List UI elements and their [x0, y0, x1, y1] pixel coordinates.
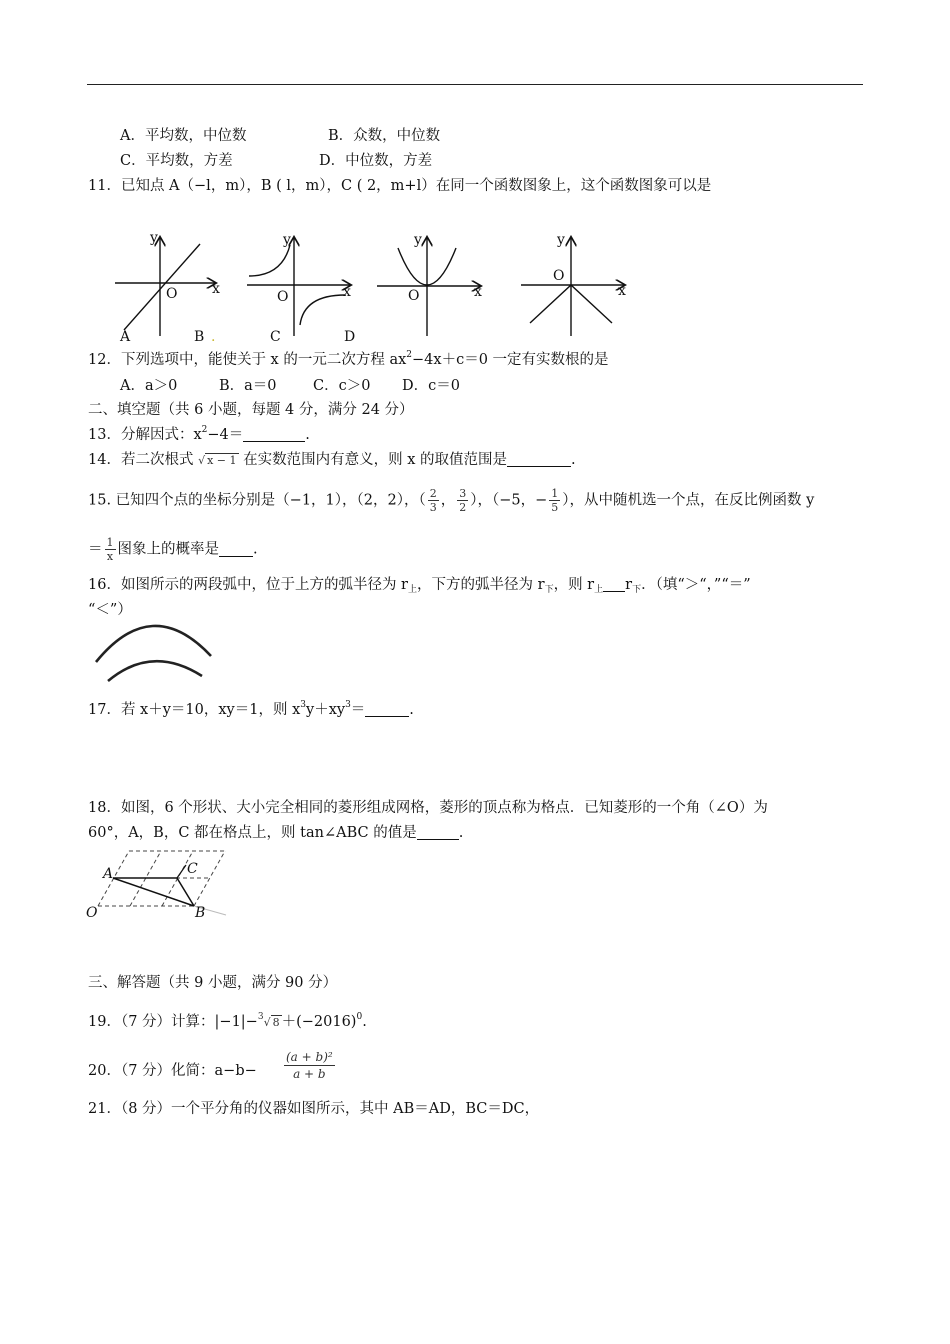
q20-fraction: $\frac{\text{(a + b)²}}{a + b}$: [286, 1050, 333, 1081]
point-c-label: C: [187, 861, 198, 877]
point-a-label: A: [103, 866, 114, 882]
graph-a-origin-label: O: [166, 286, 178, 302]
q10-option-d: D．中位数，方差: [319, 153, 433, 169]
graph-b-y-label: y: [283, 232, 291, 248]
q14-text: 14．若二次根式 √ x − 1 在实数范围内有意义，则 x 的取值范围是 .: [88, 450, 576, 471]
q14-radical: √ x − 1: [198, 454, 237, 467]
q17-text: 17．若 x＋y＝10，xy＝1，则 $x^3y+xy^3=$ .: [88, 700, 414, 718]
q12-option-d: D．c＝0: [402, 378, 460, 394]
q15-fraction-3-2: $\frac{3}{2}$: [459, 487, 467, 514]
q12-option-b: B．a＝0: [219, 378, 277, 394]
graph-a-x-label: x: [212, 281, 220, 297]
graph-b-caption-dot: .: [211, 329, 216, 345]
graph-b-caption: B: [194, 329, 205, 345]
q21-text: 21．（8 分）一个平分角的仪器如图所示，其中 AB＝AD，BC＝DC，: [88, 1101, 540, 1117]
q15-line-1: 15. 已知四个点的坐标分别是（−1，1），（2，2），（ $\frac{2}{3}$ ， $\frac{3}{2}$ ），（−5，− $\frac{1}{5}$ ），从中随机选一个点，在反比例函数 y: [88, 487, 815, 514]
point-b-label: B: [195, 905, 206, 921]
graph-d-y-label: y: [557, 232, 565, 248]
graph-c-x-label: x: [474, 284, 482, 300]
graph-b-x-label: x: [343, 284, 351, 300]
q18-line-2: 60°，A，B，C 都在格点上，则 tan∠ABC 的值是 .: [88, 825, 464, 841]
q15-line-2: ＝ $\frac{1}{x}$ 图象上的概率是 .: [88, 536, 258, 563]
graph-a-caption: A: [120, 329, 131, 345]
graph-c-caption: C: [270, 329, 281, 345]
q19-text: 19．（7 分）计算：|−1|−$^3$√ $8 +(-2016)^0$.: [88, 1012, 367, 1033]
graph-d-caption: D: [344, 329, 356, 345]
graph-d-origin-label: O: [553, 268, 565, 284]
q13-text: 13．分解因式：$x^2-4=$ .: [88, 425, 310, 443]
q19-cube-root: $^3$√ 8: [257, 1012, 280, 1029]
q12-text: 12．下列选项中，能使关于 x 的一元二次方程 $ax^2-4x+c=0$ 一定有实数根的是: [88, 350, 609, 368]
graph-b-origin-label: O: [277, 289, 289, 305]
section-2-title: 二、填空题（共 6 小题，每题 4 分，满分 24 分）: [88, 402, 414, 418]
q10-option-a: A．平均数，中位数: [120, 128, 247, 144]
q15-fraction-1-5: $\frac{1}{5}$: [551, 487, 559, 514]
q20-text: 20．（7 分）化简：a−b−: [88, 1063, 257, 1079]
q10-option-c: C．平均数，方差: [120, 153, 233, 169]
graph-a-y-label: y: [150, 230, 158, 246]
q10-option-b: B．众数，中位数: [328, 128, 441, 144]
q16-line-2: “＜”）: [88, 602, 132, 618]
graph-c-origin-label: O: [408, 288, 420, 304]
point-o-label: O: [86, 905, 98, 921]
section-3-title: 三、解答题（共 9 小题，满分 90 分）: [88, 975, 338, 991]
q12-option-a: A．a＞0: [120, 378, 178, 394]
graph-d-x-label: x: [618, 283, 626, 299]
q12-option-c: C．c＞0: [313, 378, 371, 394]
q15-fraction-2-3: $\frac{2}{3}$: [429, 487, 437, 514]
q18-line-1: 18．如图，6 个形状、大小完全相同的菱形组成网格，菱形的顶点称为格点．已知菱形的一个角（∠O）为: [88, 800, 768, 816]
q16-line-1: 16．如图所示的两段弧中，位于上方的弧半径为 $r_上$，下方的弧半径为 $r_下$，则 $r_上$ $r_下$．（填“＞“，”“＝”: [88, 577, 751, 595]
graph-c-y-label: y: [414, 232, 422, 248]
q11-text: 11．已知点 A（−l，m），B ( l，m），C ( 2，m+l）在同一个函数图象上，这个函数图象可以是: [88, 178, 712, 194]
q15-fraction-1-x: $\frac{1}{x}$: [106, 536, 114, 563]
